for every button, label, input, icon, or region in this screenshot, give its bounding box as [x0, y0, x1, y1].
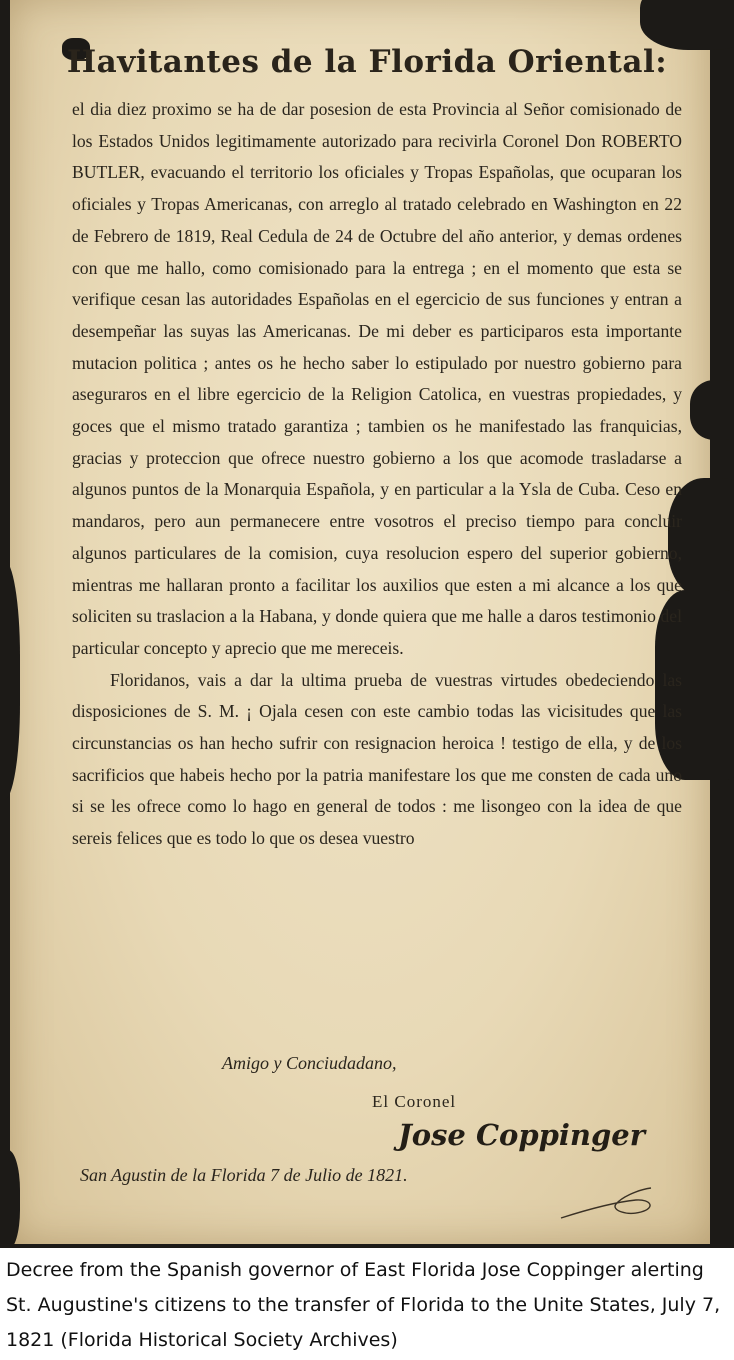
paper-damage-bottom-left — [0, 1150, 20, 1248]
body-paragraph-1: el dia diez proximo se ha de dar posesion de esta Provincia al Señor comisionado de los Estados Unidos legitimamente autorizado para recivirla Coronel Don ROBERTO BUTLER, evacuando el territorio los oficiales y Tropas Españolas, que ocuparan los oficiales y Tropas Americanas, con arreglo al tratado celebrado en Washington en 22 de Febrero de 1819, Real Cedula de 24 de Octubre del año anterior, y demas ordenes con que me hallo, como comisionado para la entrega ; en el momento que esta se verifique cesan las autoridades Españolas en el egercicio de sus funciones y entran a desempeñar las suyas las Americanas. De mi deber es participaros esta importante mutacion politica ; antes os he hecho saber lo estipulado por nuestro gobierno para aseguraros en el libre egercicio de la Religion Catolica, en vuestras propiedades, y goces que el mismo tratado garantiza ; tambien os he manifestado las franquicias, gracias y proteccion que ofrece nuestro gobierno a los que acomode trasladarse a algunos puntos de la Monarquia Española, y en particular a la Ysla de Cuba. Ceso en mandaros, pero aun permanecere entre vosotros el preciso tiempo para concluir algunos particulares de la comision, cuya resolucion espero del superior gobierno, mientras me hallaran pronto a facilitar los auxilios que esten a mi alcance a los que soliciten su traslacion a la Habana, y donde quiera que me halle a daros testimonio del particular concepto y aprecio que me mereceis. — [72, 99, 682, 658]
document-body — [72, 94, 682, 855]
document-title: Havitantes de la Florida Oriental: — [66, 44, 668, 80]
closing-salutation: Amigo y Conciudadano, — [222, 1053, 397, 1073]
dateline: San Agustin de la Florida 7 de Julio de 1821. — [80, 1165, 408, 1185]
signature: Jose Coppinger — [398, 1118, 646, 1152]
signer-rank: El Coronel — [372, 1092, 457, 1111]
body-paragraph-2: Floridanos, vais a dar la ultima prueba de vuestras virtudes obedeciendo las disposiciones de S. M. ¡ Ojala cesen con este cambio todas las vicisitudes que las circunstancias os han hecho sufrir con resignacion heroica ! testigo de ella, y de los sacrificios que habeis hecho por la patria manifestare los que me consten de cada uno si se les ofrece como lo hago en general de todos : me lisongeo con la idea de que sereis felices que es todo lo que os desea vuestro — [72, 669, 682, 849]
signature-flourish-icon — [556, 1180, 666, 1230]
image-caption: Decree from the Spanish governor of East Florida Jose Coppinger alerting St. Augustine's citizens to the transfer of Florida to the Unite States, July 7, 1821 (Florida Historical Society Archives) — [6, 1259, 721, 1351]
paper-damage-right — [690, 380, 734, 440]
